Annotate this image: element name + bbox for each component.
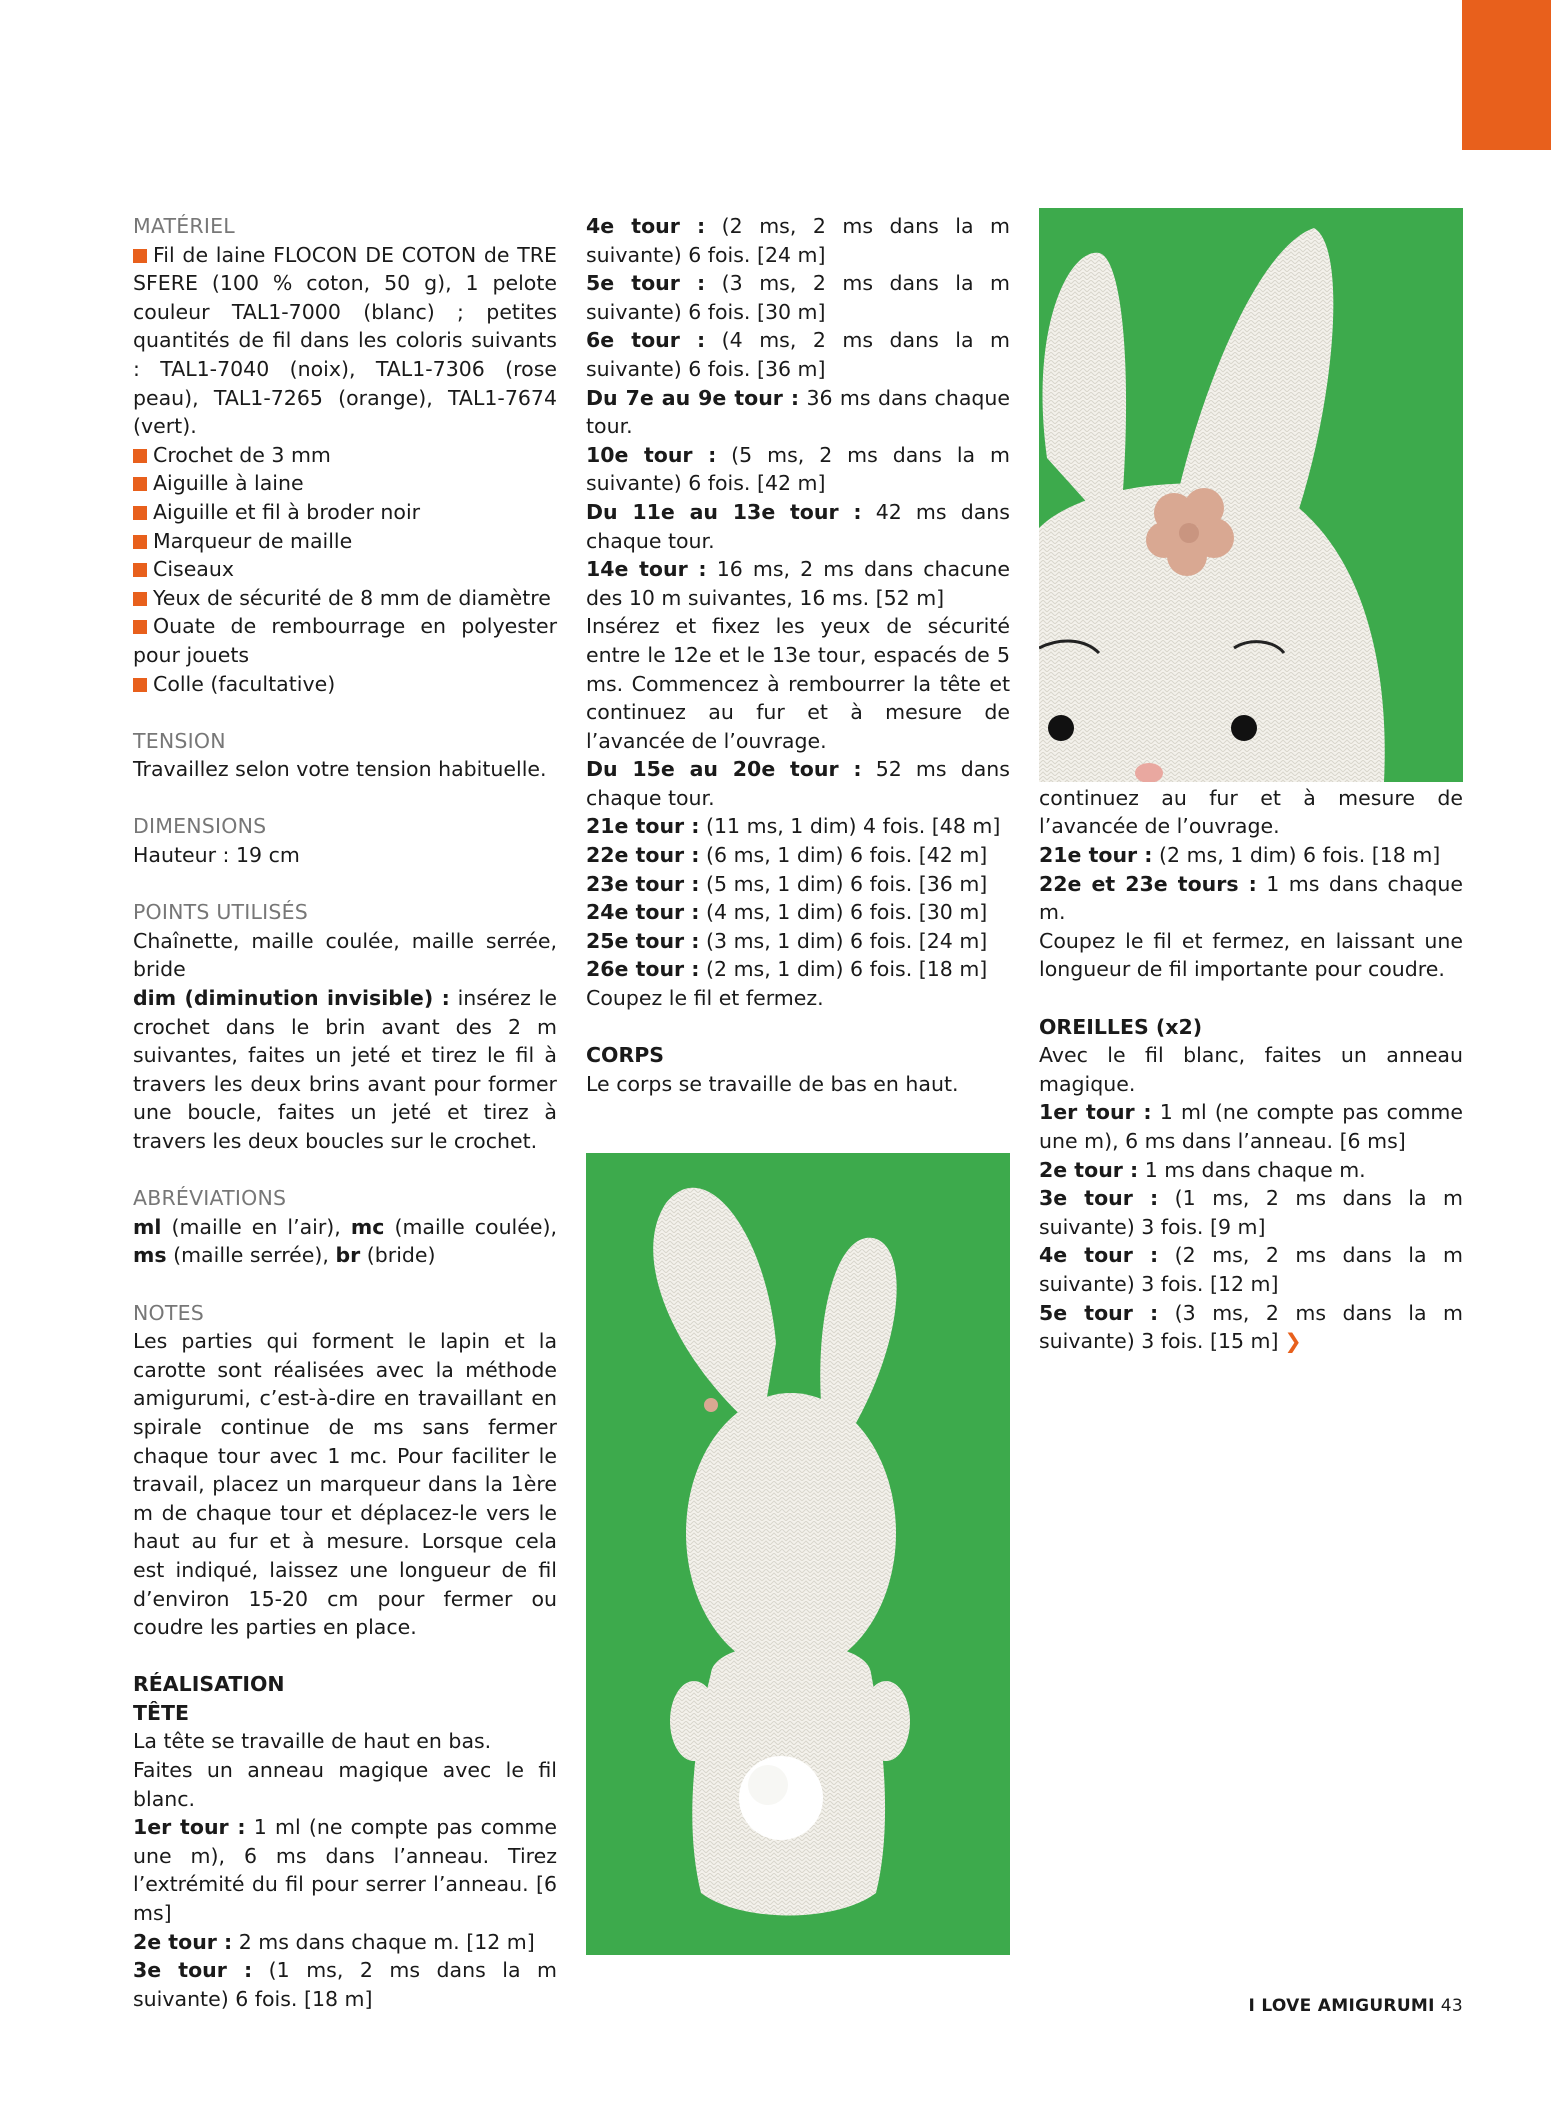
photo-bunny-back [586, 1153, 1010, 1955]
body-text: Insérez et fixez les yeux de sécurité entre le 12e et le 13e tour, espacés de 5 ms. Commencez à rembourrer la tête et continuez au fur et à mesure de l’avancée de l’ouvrage. [586, 614, 1010, 753]
body-text: 36 ms dans chaque tour. [586, 385, 1011, 439]
bullet-square-icon [133, 620, 147, 634]
paragraph [133, 1699, 557, 1728]
spacer [1039, 984, 1463, 1013]
body-text: (1 ms, 2 ms dans la m suivante) 3 fois. [9 m] [1039, 1186, 1463, 1239]
body-text: Coupez le fil et fermez, en laissant une longueur de fil importante pour coudre. [1039, 928, 1463, 982]
body-text: Aiguille et fil à broder noir [153, 499, 421, 524]
paragraph [1039, 841, 1463, 870]
body-text: (2 ms, 2 ms dans la m suivante) 3 fois. [12 m] [1039, 1243, 1463, 1296]
paragraph [133, 984, 557, 1156]
body-text: (maille coulée), [384, 1214, 557, 1239]
page-footer [1249, 1996, 1463, 2016]
bold-label: 1er tour : [133, 1815, 246, 1840]
bold-label: dim (diminution invisible) : [133, 986, 450, 1011]
spacer [133, 784, 557, 813]
body-text: Fil de laine FLOCON DE COTON de TRE SFERE (100 % coton, 50 g), 1 pelote couleur TAL1-7000 (blanc) ; petites quantités de fil dans les coloris suivants : TAL1-7040 (noix), TAL1-7306 (rose peau), TAL1-7265 (orange), TAL1-7674 (vert). [133, 242, 557, 439]
body-text: 1 ml (ne compte pas comme une m), 6 ms dans l’anneau. [6 ms] [1039, 1100, 1463, 1153]
paragraph [1039, 1156, 1463, 1185]
bullet-square-icon [133, 449, 147, 463]
body-text: Colle (facultative) [153, 671, 336, 696]
paragraph [586, 898, 1010, 927]
paragraph [133, 241, 557, 441]
paragraph [133, 612, 557, 669]
continue-arrow-icon: ❯ [1284, 1329, 1302, 1354]
paragraph [586, 612, 1010, 755]
body-text: 42 ms dans chaque tour. [586, 499, 1010, 553]
paragraph [133, 498, 557, 527]
paragraph [133, 755, 557, 784]
body-text: Faites un anneau magique avec le fil blanc. [133, 1758, 557, 1811]
section-heading [133, 898, 557, 927]
bold-label: 4e tour : [586, 214, 706, 238]
bold-label: Du 15e au 20e tour : [586, 757, 862, 782]
bold-label: RÉALISATION [133, 1672, 285, 1697]
bold-label: 14e tour : [586, 557, 707, 582]
spacer [133, 870, 557, 899]
bunny-head-illustration [1039, 208, 1463, 782]
body-text: Les parties qui forment le lapin et la carotte sont réalisées avec la méthode amigurumi, c’est-à-dire en travaillant en spirale continue de ms sans fermer chaque tour avec 1 mc. Pour faciliter le travail, placez un marqueur dans la 1ère m de chaque tour et déplacez-le vers le haut au fur et à mesure. Lorsque cela est indiqué, laissez une longueur de fil d’environ 15-20 cm pour fermer ou coudre les parties en place. [133, 1329, 557, 1640]
paragraph [133, 584, 557, 613]
paragraph [586, 1070, 1010, 1099]
body-text: Avec le fil blanc, faites un anneau magique. [1039, 1043, 1463, 1096]
body-text: (5 ms, 2 ms dans la m suivante) 6 fois. [42 m] [586, 442, 1010, 496]
bold-label: TÊTE [133, 1700, 189, 1725]
bold-label: 23e tour : [586, 871, 700, 896]
body-text: (3 ms, 2 ms dans la m suivante) 3 fois. [15 m] [1039, 1300, 1463, 1354]
bullet-square-icon [133, 506, 147, 520]
paragraph [586, 755, 1010, 812]
body-text: Le corps se travaille de bas en haut. [586, 1071, 959, 1096]
paragraph [586, 1041, 1010, 1070]
paragraph [133, 1727, 557, 1756]
magazine-title: I LOVE AMIGURUMI [1248, 1996, 1435, 2016]
paragraph [1039, 1241, 1463, 1298]
photo-bunny-head [1039, 208, 1463, 782]
bold-label: 21e tour : [1039, 843, 1153, 868]
spacer [133, 1642, 557, 1671]
bold-label: 26e tour : [586, 957, 700, 982]
paragraph [586, 812, 1010, 841]
body-text: (4 ms, 2 ms dans la m suivante) 6 fois. [36 m] [586, 328, 1010, 381]
body-text: (6 ms, 1 dim) 6 fois. [42 m] [699, 843, 988, 868]
spacer [133, 1156, 557, 1185]
bold-label: ml [133, 1214, 162, 1239]
body-text: (3 ms, 2 ms dans la m suivante) 6 fois. [30 m] [586, 271, 1010, 324]
body-text: 52 ms dans chaque tour. [586, 757, 1010, 810]
body-text: (2 ms, 2 ms dans la m suivante) 6 fois. [24 m] [586, 214, 1010, 267]
body-text: POINTS UTILISÉS [133, 900, 308, 925]
body-text: Aiguille à laine [153, 471, 304, 496]
bullet-square-icon [133, 477, 147, 491]
section-heading [133, 1184, 557, 1213]
section-tab [1462, 0, 1551, 150]
bullet-square-icon [133, 592, 147, 606]
page-number: 43 [1440, 1996, 1463, 2016]
bold-label: br [335, 1243, 361, 1268]
spacer [133, 698, 557, 727]
paragraph [133, 1756, 557, 1813]
bold-label: 3e tour : [1039, 1186, 1159, 1211]
body-text: Travaillez selon votre tension habituelle. [133, 757, 547, 782]
paragraph [133, 841, 557, 870]
body-text: (maille en l’air), [161, 1214, 351, 1239]
spacer [133, 1270, 557, 1299]
body-text: (11 ms, 1 dim) 4 fois. [48 m] [699, 814, 1001, 839]
column-materials [133, 212, 557, 2013]
paragraph [586, 212, 1010, 269]
paragraph [1039, 1299, 1463, 1356]
bullet-square-icon [133, 678, 147, 692]
body-text: (maille serrée), [166, 1243, 336, 1268]
body-text: (2 ms, 1 dim) 6 fois. [18 m] [1152, 843, 1441, 868]
bold-label: 25e tour : [586, 928, 700, 953]
bold-label: 22e et 23e tours : [1039, 871, 1257, 896]
paragraph [586, 326, 1010, 383]
section-heading [133, 1299, 557, 1328]
bold-label: CORPS [586, 1043, 665, 1068]
bold-label: mc [350, 1214, 385, 1239]
paragraph [133, 1213, 557, 1270]
body-text: La tête se travaille de haut en bas. [133, 1729, 492, 1754]
body-text: (1 ms, 2 ms dans la m suivante) 6 fois. [18 m] [133, 1958, 557, 2011]
bold-label: 2e tour : [133, 1929, 233, 1954]
paragraph [133, 1327, 557, 1642]
body-text: (3 ms, 1 dim) 6 fois. [24 m] [699, 928, 988, 953]
body-text: (5 ms, 1 dim) 6 fois. [36 m] [699, 871, 988, 896]
body-text: Ciseaux [153, 557, 234, 582]
bullet-square-icon [133, 535, 147, 549]
bold-label: Du 7e au 9e tour : [586, 385, 800, 410]
bold-label: 1er tour : [1039, 1100, 1152, 1125]
paragraph [586, 870, 1010, 899]
body-text: Yeux de sécurité de 8 mm de diamètre [153, 585, 551, 610]
bold-label: 5e tour : [586, 271, 706, 296]
paragraph [586, 984, 1010, 1013]
body-text: Crochet de 3 mm [153, 442, 331, 467]
bold-label: Du 11e au 13e tour : [586, 499, 862, 524]
paragraph [1039, 1184, 1463, 1241]
body-text: 1 ms dans chaque m. [1039, 871, 1463, 925]
paragraph [586, 955, 1010, 984]
bold-label: 22e tour : [586, 843, 700, 868]
paragraph [1039, 870, 1463, 927]
bold-label: 2e tour : [1039, 1157, 1139, 1182]
bold-label: 5e tour : [1039, 1300, 1159, 1325]
bullet-square-icon [133, 249, 147, 263]
paragraph [1039, 1098, 1463, 1155]
section-heading [133, 812, 557, 841]
spacer [586, 1013, 1010, 1042]
paragraph [586, 555, 1010, 612]
column-head-instructions [586, 212, 1010, 1098]
paragraph [133, 555, 557, 584]
section-heading [133, 727, 557, 756]
section-heading [133, 212, 557, 241]
paragraph [1039, 1013, 1463, 1042]
body-text: (2 ms, 1 dim) 6 fois. [18 m] [699, 957, 988, 982]
paragraph [586, 269, 1010, 326]
bunny-back-illustration [586, 1153, 1010, 1955]
bold-label: ms [133, 1243, 167, 1268]
body-text: Chaînette, maille coulée, maille serrée, bride [133, 928, 557, 982]
bold-label: 10e tour : [586, 442, 717, 467]
paragraph [586, 927, 1010, 956]
body-text: 1 ml (ne compte pas comme une m), 6 ms dans l’anneau. Tirez l’extrémité du fil pour serrer l’anneau. [6 ms] [133, 1815, 557, 1926]
body-text: TENSION [133, 728, 226, 753]
paragraph [586, 441, 1010, 498]
body-text: NOTES [133, 1300, 204, 1325]
paragraph [133, 670, 557, 699]
body-text: MATÉRIEL [133, 214, 235, 238]
paragraph [1039, 1041, 1463, 1098]
paragraph [133, 1928, 557, 1957]
bold-label: OREILLES (x2) [1039, 1014, 1203, 1039]
bullet-square-icon [133, 563, 147, 577]
body-text: 1 ms dans chaque m. [1138, 1157, 1366, 1182]
body-text: Hauteur : 19 cm [133, 843, 300, 868]
paragraph [133, 927, 557, 984]
paragraph [133, 1813, 557, 1927]
bold-label: 21e tour : [586, 814, 700, 839]
bold-label: 3e tour : [133, 1958, 253, 1983]
bold-label: 4e tour : [1039, 1243, 1159, 1268]
paragraph [586, 841, 1010, 870]
paragraph [133, 1956, 557, 2013]
paragraph [133, 441, 557, 470]
body-text: Ouate de rembourrage en polyester pour jouets [133, 614, 557, 667]
body-text: continuez au fur et à mesure de l’avancée de l’ouvrage. [1039, 785, 1463, 839]
body-text: 2 ms dans chaque m. [12 m] [232, 1929, 535, 1954]
paragraph [586, 498, 1010, 555]
body-text: ABRÉVIATIONS [133, 1186, 287, 1211]
paragraph [133, 527, 557, 556]
paragraph [586, 384, 1010, 441]
body-text: DIMENSIONS [133, 814, 267, 839]
paragraph [133, 1670, 557, 1699]
paragraph [133, 469, 557, 498]
bold-label: 24e tour : [586, 900, 700, 925]
body-text: (4 ms, 1 dim) 6 fois. [30 m] [699, 900, 988, 925]
body-text: Coupez le fil et fermez. [586, 986, 824, 1011]
paragraph [1039, 927, 1463, 984]
body-text: Marqueur de maille [153, 528, 353, 553]
body-text: insérez le crochet dans le brin avant des 2 m suivantes, faites un jeté et tirez le fil à travers les deux brins avant pour former une boucle, faites un jeté et tirez à travers les deux boucles sur le crochet. [133, 986, 557, 1153]
body-text: (bride) [360, 1243, 436, 1268]
body-text: 16 ms, 2 ms dans chacune des 10 m suivantes, 16 ms. [52 m] [586, 557, 1010, 610]
bold-label: 6e tour : [586, 328, 706, 353]
